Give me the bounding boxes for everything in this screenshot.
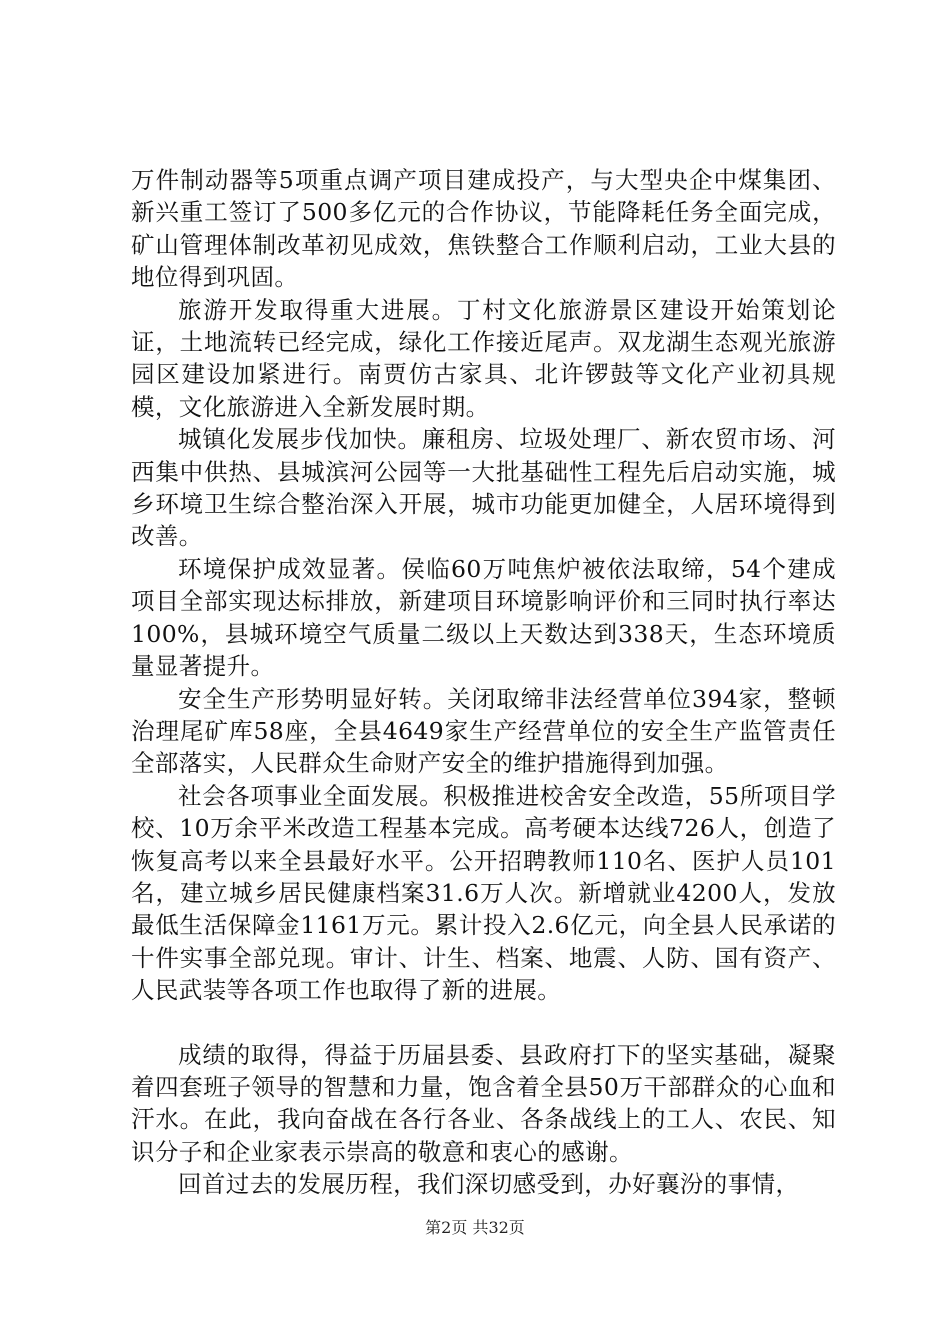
paragraph-review: 回首过去的发展历程，我们深切感受到，办好襄汾的事情， [178, 1170, 800, 1199]
paragraph-tourism: 旅游开发取得重大进展。丁村文化旅游景区建设开始策划论证，土地流转已经完成，绿化工作接近尾声。双龙湖生态观光旅游园区建设加紧进行。南贾仿古家具、北许锣鼓等文化产业初具规模，文化旅游进入全新发展时期。 [131, 295, 836, 421]
document-body [131, 164, 836, 1201]
page-number-footer: 第2页 共32页 [425, 1218, 525, 1237]
paragraph-environment: 环境保护成效显著。侯临60万吨焦炉被依法取缔，54个建成项目全部实现达标排放，新建项目环境影响评价和三同时执行率达100%，县城环境空气质量二级以上天数达到338天，生态环境质量显著提升。 [131, 554, 836, 681]
paragraph-achievements: 成绩的取得，得益于历届县委、县政府打下的坚实基础，凝聚着四套班子领导的智慧和力量，饱含着全县50万干部群众的心血和汗水。在此，我向奋战在各行各业、各条战线上的工人、农民、知识分子和企业家表示崇高的敬意和衷心的感谢。 [131, 1040, 836, 1166]
paragraph-urbanization: 城镇化发展步伐加快。廉租房、垃圾处理厂、新农贸市场、河西集中供热、县城滨河公园等一大批基础性工程先后启动实施，城乡环境卫生综合整治深入开展，城市功能更加健全，人居环境得到改善。 [131, 425, 836, 551]
paragraph-safety: 安全生产形势明显好转。关闭取缔非法经营单位394家，整顿治理尾矿库58座，全县4649家生产经营单位的安全生产监管责任全部落实，人民群众生命财产安全的维护措施得到加强。 [131, 684, 836, 778]
paragraph-industry-continued: 万件制动器等5项重点调产项目建成投产，与大型央企中煤集团、新兴重工签订了500多亿元的合作协议，节能降耗任务全面完成，矿山管理体制改革初见成效，焦铁整合工作顺利启动，工业大县的地位得到巩固。 [131, 166, 836, 292]
paragraph-social-development: 社会各项事业全面发展。积极推进校舍安全改造，55所项目学校、10万余平米改造工程基本完成。高考硬本达线726人，创造了恢复高考以来全县最好水平。公开招聘教师110名、医护人员101名，建立城乡居民健康档案31.6万人次。新增就业4200人，发放最低生活保障金1161万元。累计投入2.6亿元，向全县人民承诺的十件实事全部兑现。审计、计生、档案、地震、人防、国有资产、人民武装等各项工作也取得了新的进展。 [131, 781, 836, 1005]
